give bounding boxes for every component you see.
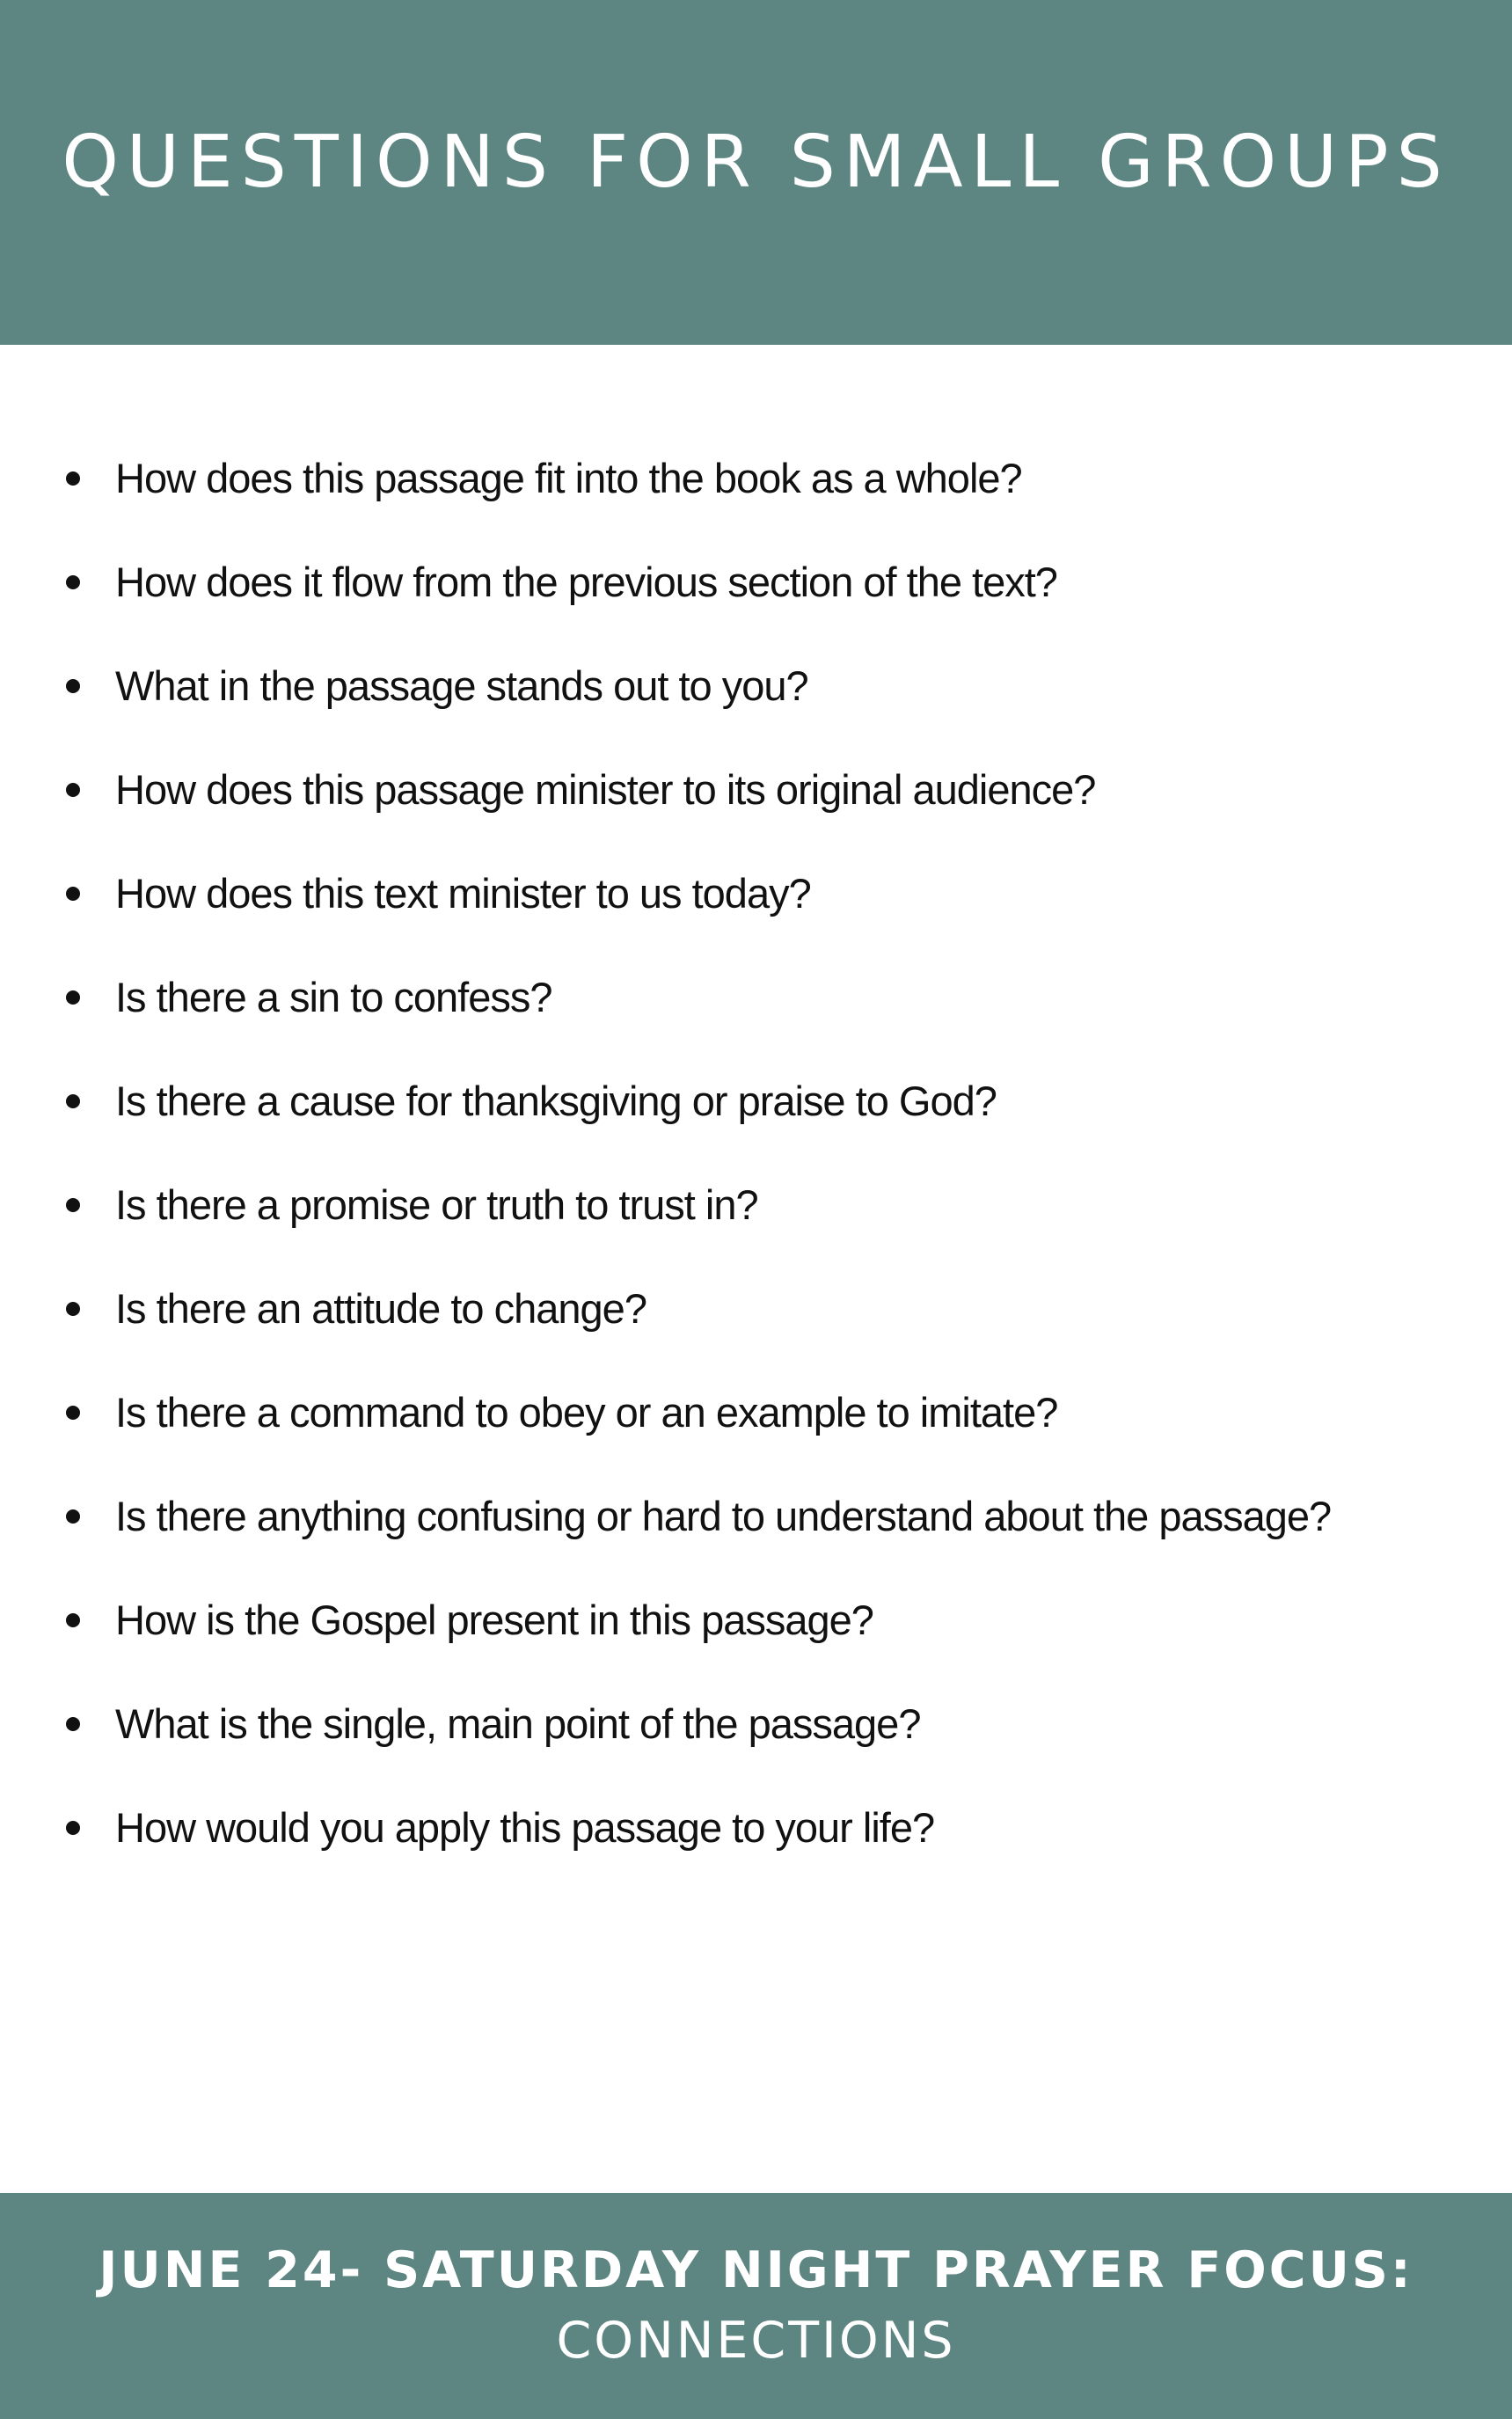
question-list <box>0 443 1512 1896</box>
bullet-icon <box>66 990 80 1005</box>
list-item <box>0 1585 1512 1689</box>
list-item <box>0 1274 1512 1378</box>
question-text: How does this text minister to us today? <box>115 870 811 917</box>
list-item <box>0 1481 1512 1585</box>
question-text: Is there anything confusing or hard to understand about the passage? <box>115 1493 1332 1539</box>
bullet-icon <box>66 1613 80 1627</box>
list-item <box>0 1689 1512 1793</box>
list-item <box>0 651 1512 755</box>
question-text: How is the Gospel present in this passage? <box>115 1597 873 1643</box>
footer-banner <box>0 2193 1512 2419</box>
list-item <box>0 755 1512 859</box>
list-item <box>0 1378 1512 1481</box>
bullet-icon <box>66 1509 80 1524</box>
question-text: Is there an attitude to change? <box>115 1285 646 1332</box>
bullet-icon <box>66 1821 80 1835</box>
list-item <box>0 1793 1512 1896</box>
list-item <box>0 1066 1512 1170</box>
header-banner <box>0 0 1512 345</box>
question-text: How would you apply this passage to your life? <box>115 1804 935 1851</box>
bullet-icon <box>66 1094 80 1108</box>
question-text: What in the passage stands out to you? <box>115 662 808 709</box>
bullet-icon <box>66 1302 80 1316</box>
bullet-icon <box>66 1717 80 1731</box>
list-item <box>0 962 1512 1066</box>
question-text: What is the single, main point of the passage? <box>115 1700 921 1747</box>
bullet-icon <box>66 783 80 797</box>
bullet-icon <box>66 575 80 589</box>
question-text: How does this passage minister to its original audience? <box>115 766 1096 813</box>
list-item <box>0 1170 1512 1274</box>
bullet-icon <box>66 887 80 901</box>
question-text: Is there a promise or truth to trust in? <box>115 1181 758 1228</box>
question-text: Is there a sin to confess? <box>115 974 552 1020</box>
prayer-focus-date: JUNE 24- SATURDAY NIGHT PRAYER FOCUS: <box>99 2241 1413 2299</box>
page-title: QUESTIONS FOR SMALL GROUPS <box>62 121 1450 204</box>
bullet-icon <box>66 471 80 486</box>
list-item <box>0 859 1512 962</box>
list-item <box>0 443 1512 547</box>
question-text: Is there a cause for thanksgiving or praise to God? <box>115 1078 997 1124</box>
bullet-icon <box>66 679 80 693</box>
question-text: How does it flow from the previous section of the text? <box>115 559 1057 605</box>
prayer-focus-topic: CONNECTIONS <box>556 2312 956 2370</box>
question-text: How does this passage fit into the book as a whole? <box>115 455 1022 501</box>
bullet-icon <box>66 1406 80 1420</box>
bullet-icon <box>66 1198 80 1212</box>
question-text: Is there a command to obey or an example to imitate? <box>115 1389 1058 1436</box>
list-item <box>0 547 1512 651</box>
